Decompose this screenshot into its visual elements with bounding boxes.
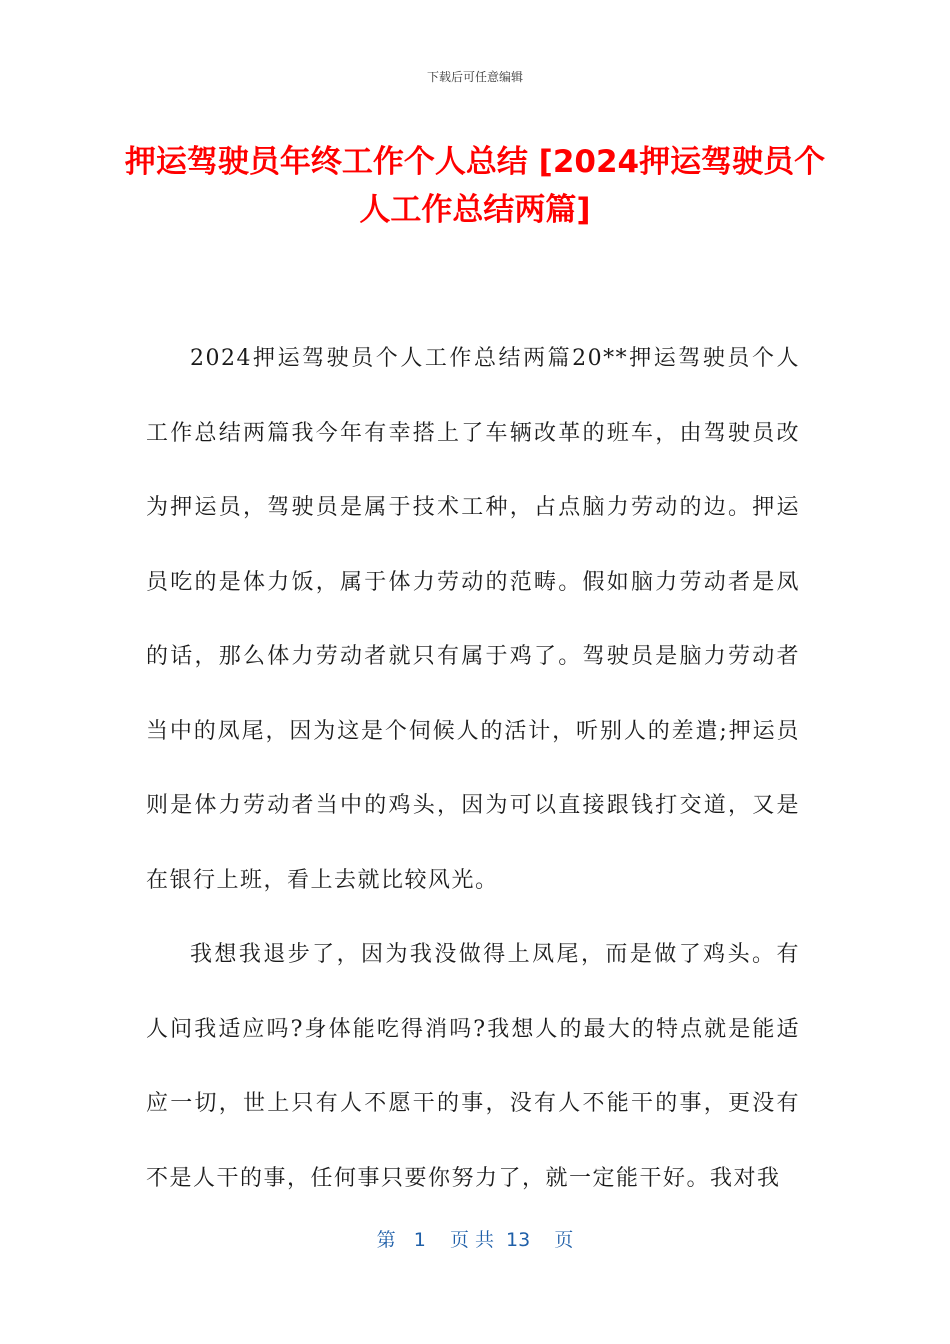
page-number-footer: 第 1 页 共 13 页 — [376, 1229, 574, 1251]
header-note: 下载后可任意编辑 — [426, 70, 523, 84]
document-body — [146, 322, 800, 1216]
paragraph-2: 我想我退步了，因为我没做得上凤尾，而是做了鸡头。有人问我适应吗?身体能吃得消吗?我想人的最大的特点就是能适应一切，世上只有人不愿干的事，没有人不能干的事，更没有不是人干的事，任何事只要你努力了，就一定能干好。我对我 — [146, 942, 800, 1191]
document-title: 押运驾驶员年终工作个人总结 [2024押运驾驶员个人工作总结两篇] — [124, 144, 826, 228]
paragraph-1: 2024押运驾驶员个人工作总结两篇20**押运驾驶员个人工作总结两篇我今年有幸搭上了车辆改革的班车，由驾驶员改为押运员，驾驶员是属于技术工种，占点脑力劳动的边。押运员吃的是体力饭，属于体力劳动的范畴。假如脑力劳动者是凤的话，那么体力劳动者就只有属于鸡了。驾驶员是脑力劳动者当中的凤尾，因为这是个伺候人的活计，听别人的差遣;押运员则是体力劳动者当中的鸡头，因为可以直接跟钱打交道，又是在银行上班，看上去就比较风光。 — [146, 346, 800, 893]
